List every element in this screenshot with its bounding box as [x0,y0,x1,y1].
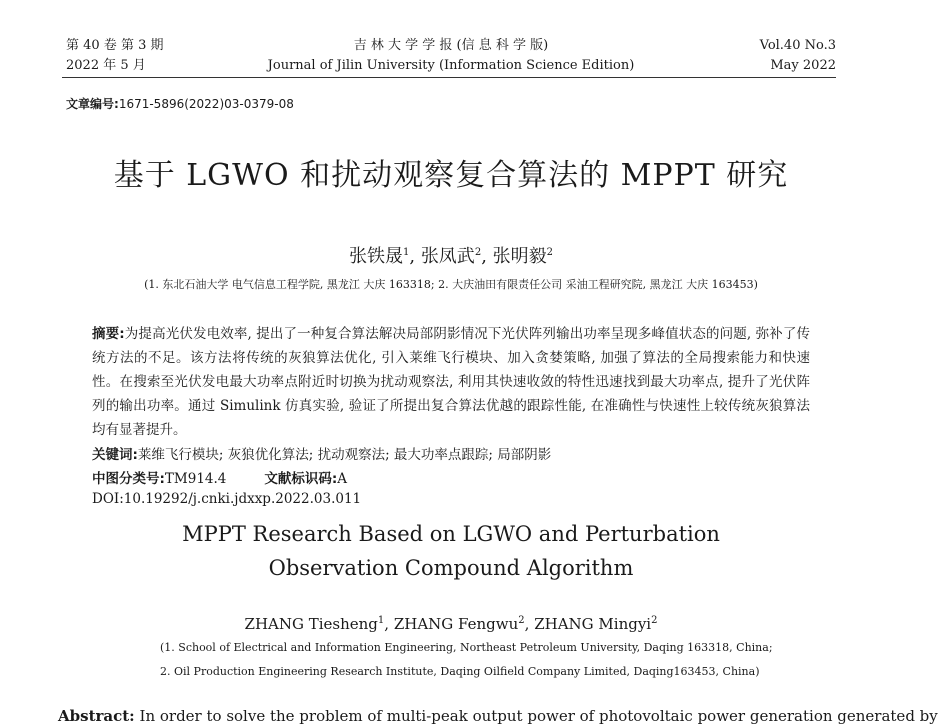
authors-cn: 张铁晟$^1$, 张凤武$^2$, 张明毅$^2$ [348,246,554,267]
abstract-cn-text: 为提高光伏发电效率, 提出了一种复合算法解决局部阴影情况下光伏阵列输出功率呈现多峰值状态的问题, 弥补了传统方法的不足。该方法将传统的灰狼算法优化, 引入莱维飞行模块、加入贪婪策略, 加强了算法的全局搜索能力和快速性。在搜索至光伏发电最大功率点附近时切换为扰动观察法, 利用其快速收敛的特性迅速找到最大功率点, 提升了光伏阵列的输出功率。通过 Simulink 仿真实验, 验证了所提出复合算法优越的跟踪性能, 在准确性与快速性上较传统灰狼算法均有显著提升。 [92,326,810,438]
author-name: 张凤武 [420,246,475,267]
affiliation-en-2: 2. Oil Production Engineering Research Institute, Daqing Oilfield Company Limited, Daqing163453, China) [160,665,760,678]
clc-label: 中图分类号: [92,471,165,487]
journal-name-en: Journal of Jilin University (Information Science Edition) [267,58,635,73]
issue-info-en [760,36,836,76]
abstract-en-text: In order to solve the problem of multi-peak output power of photovoltaic power generation generated by [139,707,938,725]
keywords-cn-label: 关键词: [92,447,138,463]
abstract-cn [92,322,810,442]
author-name-en: ZHANG Tiesheng [244,615,378,633]
doi: DOI:10.19292/j.cnki.jdxxp.2022.03.011 [92,491,362,507]
author-affil-mark: 2 [518,615,525,626]
classification-line [92,467,347,487]
author-affil-mark: 1 [377,615,385,626]
keywords-cn-text: 莱维飞行模块; 灰狼优化算法; 扰动观察法; 最大功率点跟踪; 局部阴影 [137,447,552,463]
doc-code-value: A [337,471,348,487]
paper-title-en-line2: Observation Compound Algorithm [268,556,634,580]
article-number [66,95,294,112]
author-affil-mark: 2 [546,247,554,258]
authors-en: ZHANG Tiesheng$^1$, ZHANG Fengwu$^2$, ZHANG Mingyi$^2$ [244,615,658,633]
abstract-en [58,707,938,725]
article-number-value: 1671-5896(2022)03-0379-08 [118,97,294,111]
keywords-cn [92,443,551,463]
issue-date-en: May 2022 [770,58,836,73]
affiliation-en-1: (1. School of Electrical and Information Engineering, Northeast Petroleum University, Daqing 163318, China; [160,641,773,654]
author-name: 张明毅 [492,246,547,267]
journal-name-cn: 吉 林 大 学 学 报 (信 息 科 学 版) [353,38,549,53]
abstract-en-label: Abstract: [58,707,135,725]
clc-value: TM914.4 [164,471,227,487]
volume-issue: 第 40 卷 第 3 期 [66,38,164,53]
author-name-en: ZHANG Mingyi [534,615,652,633]
author-affil-mark: 1 [402,247,410,258]
paper-title-en-line1: MPPT Research Based on LGWO and Perturbation [182,522,720,546]
article-number-label: 文章编号: [66,97,119,111]
journal-name [66,36,836,76]
paper-title-en [0,517,902,585]
abstract-cn-label: 摘要: [92,326,125,342]
header-rule [62,77,836,78]
journal-header [66,36,836,78]
author-affil-mark: 2 [474,247,482,258]
doc-code-label: 文献标识码: [264,471,338,487]
author-name: 张铁晟 [348,246,403,267]
author-name-en: ZHANG Fengwu [393,615,519,633]
affiliation-cn: (1. 东北石油大学 电气信息工程学院, 黑龙江 大庆 163318; 2. 大庆油田有限责任公司 采油工程研究院, 黑龙江 大庆 163453) [144,278,758,291]
paper-title-cn: 基于 LGWO 和扰动观察复合算法的 MPPT 研究 [113,158,789,193]
author-affil-mark: 2 [651,615,658,626]
issue-date: 2022 年 5 月 [66,58,146,73]
volume-issue-en: Vol.40 No.3 [759,38,836,53]
